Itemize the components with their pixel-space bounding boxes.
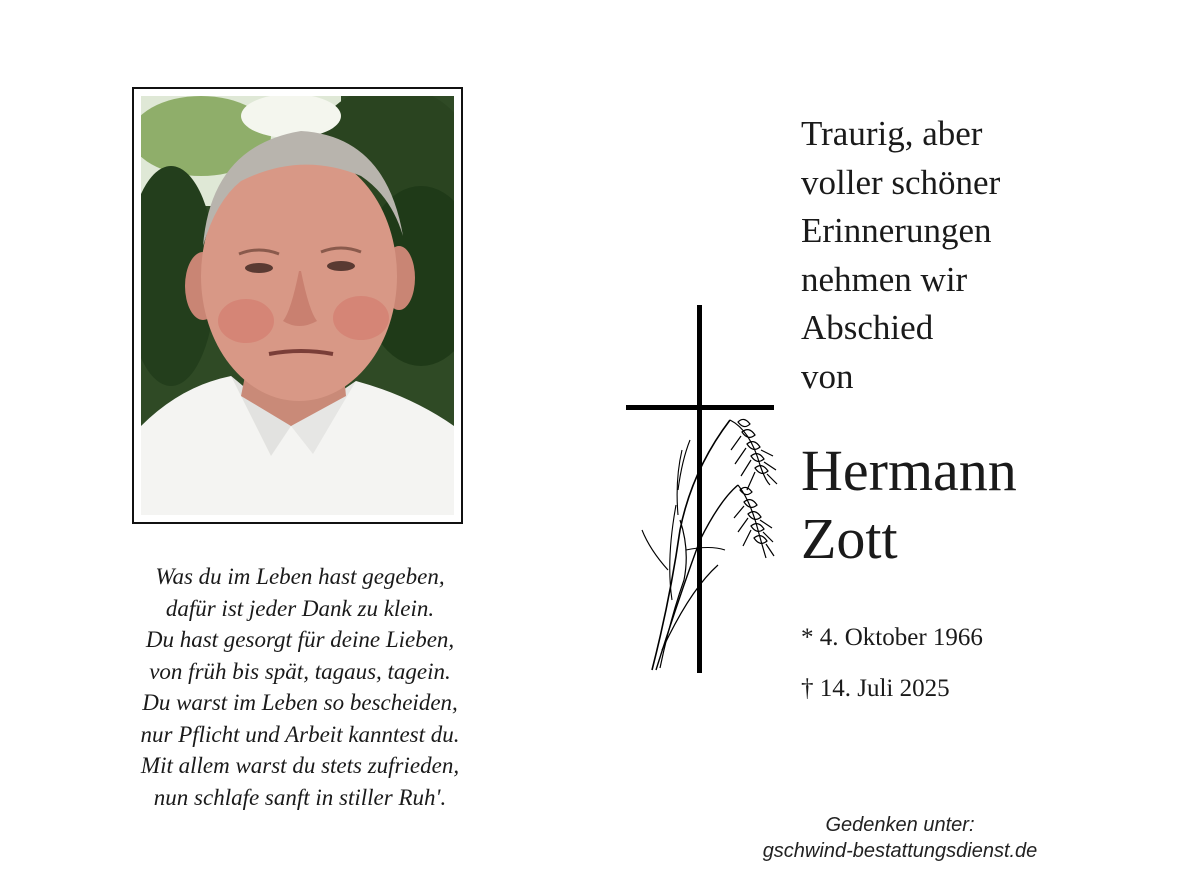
photo-frame xyxy=(132,87,463,524)
deceased-name xyxy=(801,437,1017,573)
poem-line: Du warst im Leben so bescheiden, xyxy=(142,690,458,715)
footer-label: Gedenken unter: xyxy=(825,814,975,836)
memorial-website-link[interactable]: gschwind-bestattungsdienst.de xyxy=(762,840,1038,862)
first-name: Hermann xyxy=(801,438,1017,503)
poem-line: Was du im Leben hast gegeben, xyxy=(155,564,445,589)
poem-line: nur Pflicht und Arbeit kanntest du. xyxy=(140,721,460,747)
poem-line: nun schlafe sanft in stiller Ruh'. xyxy=(153,784,447,810)
portrait-photo xyxy=(141,96,454,515)
intro-line: nehmen wir xyxy=(801,259,968,299)
death-date: † 14. Juli 2025 xyxy=(801,675,950,702)
poem-line: von früh bis spät, tagaus, tagein. xyxy=(149,658,451,684)
poem-line: dafür ist jeder Dank zu klein. xyxy=(165,595,435,621)
intro-line: Traurig, aber xyxy=(801,114,983,153)
memorial-footer xyxy=(700,812,1100,864)
birth-date: * 4. Oktober 1966 xyxy=(801,624,983,651)
intro-line: von xyxy=(801,356,854,396)
poem-line: Mit allem warst du stets zufrieden, xyxy=(140,753,460,778)
last-name: Zott xyxy=(801,506,898,571)
intro-line: Abschied xyxy=(801,308,934,347)
memorial-poem xyxy=(60,561,540,813)
intro-text xyxy=(801,110,1000,401)
intro-line: voller schöner xyxy=(801,162,1001,202)
cross-with-grain-icon xyxy=(620,300,790,680)
life-dates xyxy=(801,612,983,714)
intro-line: Erinnerungen xyxy=(801,211,992,250)
poem-line: Du hast gesorgt für deine Lieben, xyxy=(145,627,455,652)
